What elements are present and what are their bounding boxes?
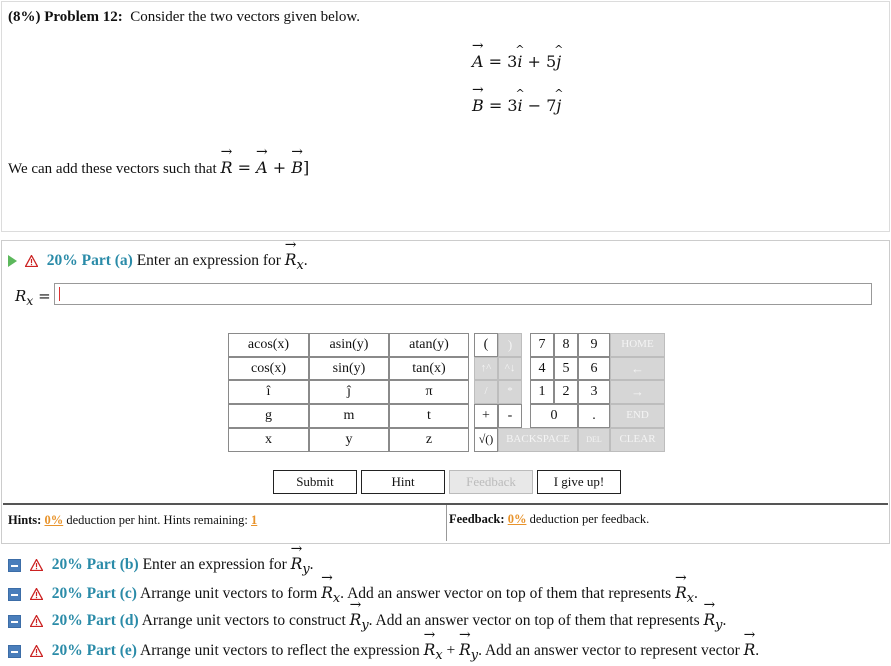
key-atan[interactable]: atan(y) [389,333,469,357]
part-b-header[interactable]: 20% Part (b) Enter an expression for → $R_y$. [8,555,313,577]
key-paren-close[interactable]: ) [498,333,522,357]
answer-input[interactable] [54,283,872,305]
key-g[interactable]: g [228,404,309,428]
hints-feedback-bar [3,503,888,541]
feedback-info: Feedback: 0% deduction per feedback. [449,512,650,526]
key-acos[interactable]: acos(x) [228,333,309,357]
key-i-hat[interactable]: î [228,380,309,404]
part-a-header[interactable]: 20% Part (a) Enter an expression for → $R_x$. [8,251,308,273]
key-0[interactable]: 0 [530,404,578,428]
key-divide[interactable]: / [474,380,498,404]
collapse-icon[interactable] [8,559,21,572]
warning-icon [30,615,43,627]
key-backspace[interactable]: BACKSPACE [498,428,578,452]
key-plus[interactable]: + [474,404,498,428]
part-c-header[interactable]: 20% Part (c) Arrange unit vectors to form → $R_x$. Add an answer vector on top of them that represents → $R_x$. [8,584,698,606]
key-left-arrow[interactable]: ← [610,357,665,380]
key-3[interactable]: 3 [578,380,610,404]
expand-triangle-icon[interactable] [8,255,17,267]
key-y[interactable]: y [309,428,389,452]
equation-a: → A = 3^ i + 5^ j [472,52,561,71]
key-decimal[interactable]: . [578,404,610,428]
key-z[interactable]: z [389,428,469,452]
key-m[interactable]: m [309,404,389,428]
equation-b: → B = 3^ i − 7^ j [472,96,561,115]
key-end[interactable]: END [610,404,665,428]
collapse-icon[interactable] [8,588,21,601]
key-asin[interactable]: asin(y) [309,333,389,357]
key-right-arrow[interactable]: → [610,380,665,404]
key-cos[interactable]: cos(x) [228,357,309,380]
key-sin[interactable]: sin(y) [309,357,389,380]
collapse-icon[interactable] [8,615,21,628]
give-up-button[interactable]: I give up! [537,470,621,494]
warning-icon [25,255,38,267]
answer-label: $R_x$ = [15,287,51,308]
key-4[interactable]: 4 [530,357,554,380]
hint-button[interactable]: Hint [361,470,445,494]
part-d-header[interactable]: 20% Part (d) Arrange unit vectors to construct → $R_y$. Add an answer vector on top of them that represents → $R_y$. [8,611,726,633]
warning-icon [30,645,43,657]
problem-title: (8%) Problem 12: Consider the two vectors given below. [8,9,361,25]
key-clear[interactable]: CLEAR [610,428,665,452]
warning-icon [30,588,43,600]
key-tan[interactable]: tan(x) [389,357,469,380]
key-5[interactable]: 5 [554,357,578,380]
key-7[interactable]: 7 [530,333,554,357]
key-2[interactable]: 2 [554,380,578,404]
key-home[interactable]: HOME [610,333,665,357]
key-minus[interactable]: - [498,404,522,428]
key-down-caret[interactable]: ^↓ [498,357,522,380]
part-e-header[interactable]: 20% Part (e) Arrange unit vectors to reflect the expression → $R_x$ + → $R_y$. Add an answer vector to represent vector → R. [8,641,759,663]
key-j-hat[interactable]: ĵ [309,380,389,404]
key-sqrt[interactable]: √() [474,428,498,452]
key-pi[interactable]: π [389,380,469,404]
addition-statement: We can add these vectors such that → R = → A + → B] [8,158,309,178]
key-t[interactable]: t [389,404,469,428]
collapse-icon[interactable] [8,645,21,658]
feedback-button[interactable]: Feedback [449,470,533,494]
key-x[interactable]: x [228,428,309,452]
warning-icon [30,559,43,571]
key-8[interactable]: 8 [554,333,578,357]
key-9[interactable]: 9 [578,333,610,357]
problem-statement [1,1,890,232]
key-6[interactable]: 6 [578,357,610,380]
key-paren-open[interactable]: ( [474,333,498,357]
hints-info: Hints: 0% deduction per hint. Hints remaining: 1 [8,513,258,527]
submit-button[interactable]: Submit [273,470,357,494]
key-multiply[interactable]: * [498,380,522,404]
key-del[interactable]: DEL [578,428,610,452]
key-1[interactable]: 1 [530,380,554,404]
key-up-caret[interactable]: ↑^ [474,357,498,380]
